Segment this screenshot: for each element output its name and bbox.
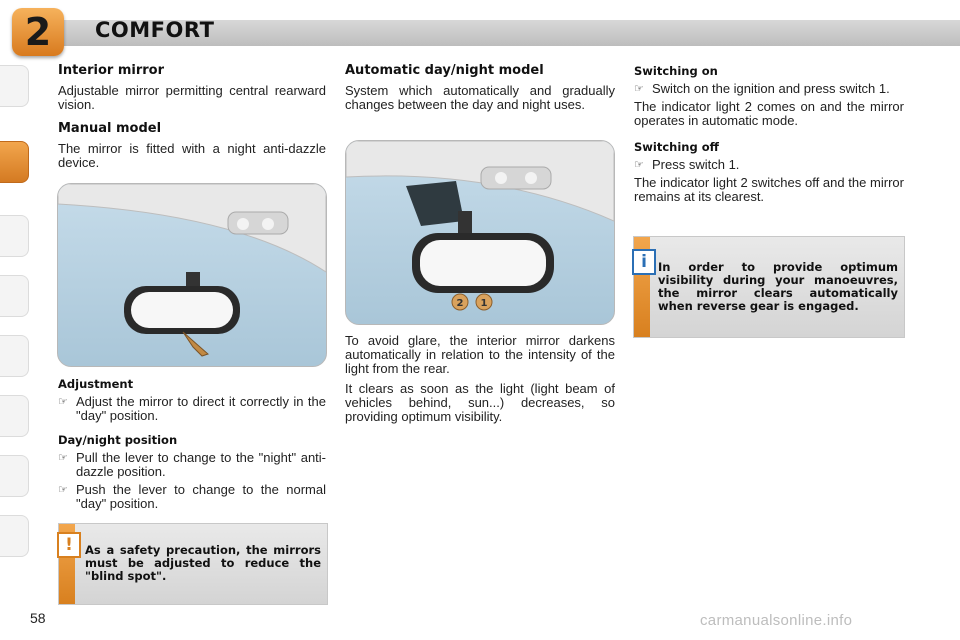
warning-note-box: [58, 523, 328, 605]
pointing-hand-icon: ☞: [634, 83, 644, 95]
column-automatic-text: [345, 334, 615, 430]
adjustment-heading: Adjustment: [58, 377, 134, 391]
page-number: 58: [30, 610, 46, 626]
switching-off-bullet: ☞ Press switch 1.: [634, 157, 740, 172]
switching-off-text: The indicator light 2 switches off and the mirror remains at its clearest.: [634, 175, 904, 204]
side-tab-2-active[interactable]: [0, 141, 29, 183]
side-tab-6[interactable]: [0, 395, 29, 437]
chapter-side-tabs: [0, 65, 32, 575]
side-tab-8[interactable]: [0, 515, 29, 557]
side-tab-4[interactable]: [0, 275, 29, 317]
automatic-mirror-illustration: [345, 140, 615, 325]
day-night-bullet-2: ☞ Push the lever to change to the normal "day" position.: [58, 482, 326, 511]
warning-exclamation-icon: !: [57, 532, 81, 558]
switching-on-heading: Switching on: [634, 64, 718, 78]
pointing-hand-icon: ☞: [634, 159, 644, 171]
switching-on-bullet: ☞ Switch on the ignition and press switch 1.: [634, 81, 890, 96]
callout-2-label: 2: [456, 298, 464, 309]
side-tab-1[interactable]: [0, 65, 29, 107]
interior-mirror-intro: Adjustable mirror permitting central rearward vision.: [58, 83, 326, 112]
day-night-heading: Day/night position: [58, 433, 178, 447]
automatic-paragraph-1: To avoid glare, the interior mirror darkens automatically in relation to the intensity of the light from the rear.: [345, 333, 615, 376]
pointing-hand-icon: ☞: [58, 452, 68, 464]
automatic-model-heading: Automatic day/night model: [345, 63, 544, 78]
pointing-hand-icon: ☞: [58, 484, 68, 496]
info-text: In order to provide optimum visibility during your manoeuvres, the mirror clears automatically when reverse gear is engaged.: [658, 260, 898, 313]
interior-mirror-heading: Interior mirror: [58, 63, 165, 78]
automatic-mirror-drawing: [346, 141, 614, 324]
manual-model-heading: Manual model: [58, 121, 162, 136]
pointing-hand-icon: ☞: [58, 396, 68, 408]
callout-1-label: 1: [480, 298, 488, 309]
switching-off-heading: Switching off: [634, 140, 719, 154]
automatic-model-intro: System which automatically and gradually changes between the day and night uses.: [345, 83, 615, 112]
info-note-box: [633, 236, 905, 338]
switching-on-text: The indicator light 2 comes on and the mirror operates in automatic mode.: [634, 99, 904, 128]
side-tab-3[interactable]: [0, 215, 29, 257]
info-icon: i: [632, 249, 656, 275]
watermark-text: carmanualsonline.info: [700, 612, 853, 629]
manual-model-text: The mirror is fitted with a night anti-dazzle device.: [58, 141, 326, 170]
column-interior-mirror: [58, 64, 326, 176]
warning-text: As a safety precaution, the mirrors must be adjusted to reduce the "blind spot".: [85, 543, 321, 583]
chapter-number-badge: 2: [12, 8, 64, 56]
column-adjustment: [58, 377, 326, 515]
column-switching: [634, 64, 904, 210]
side-tab-7[interactable]: [0, 455, 29, 497]
day-night-bullet-1: ☞ Pull the lever to change to the "night" anti-dazzle position.: [58, 450, 326, 479]
chapter-title: COMFORT: [95, 18, 215, 42]
side-tab-5[interactable]: [0, 335, 29, 377]
adjustment-bullet: ☞ Adjust the mirror to direct it correctly in the "day" position.: [58, 394, 326, 423]
column-automatic: [345, 64, 615, 118]
manual-mirror-drawing: [58, 184, 326, 366]
automatic-paragraph-2: It clears as soon as the light (light beam of vehicles behind, sun...) decreases, so providing optimum visibility.: [345, 381, 615, 424]
manual-mirror-illustration: [57, 183, 327, 367]
